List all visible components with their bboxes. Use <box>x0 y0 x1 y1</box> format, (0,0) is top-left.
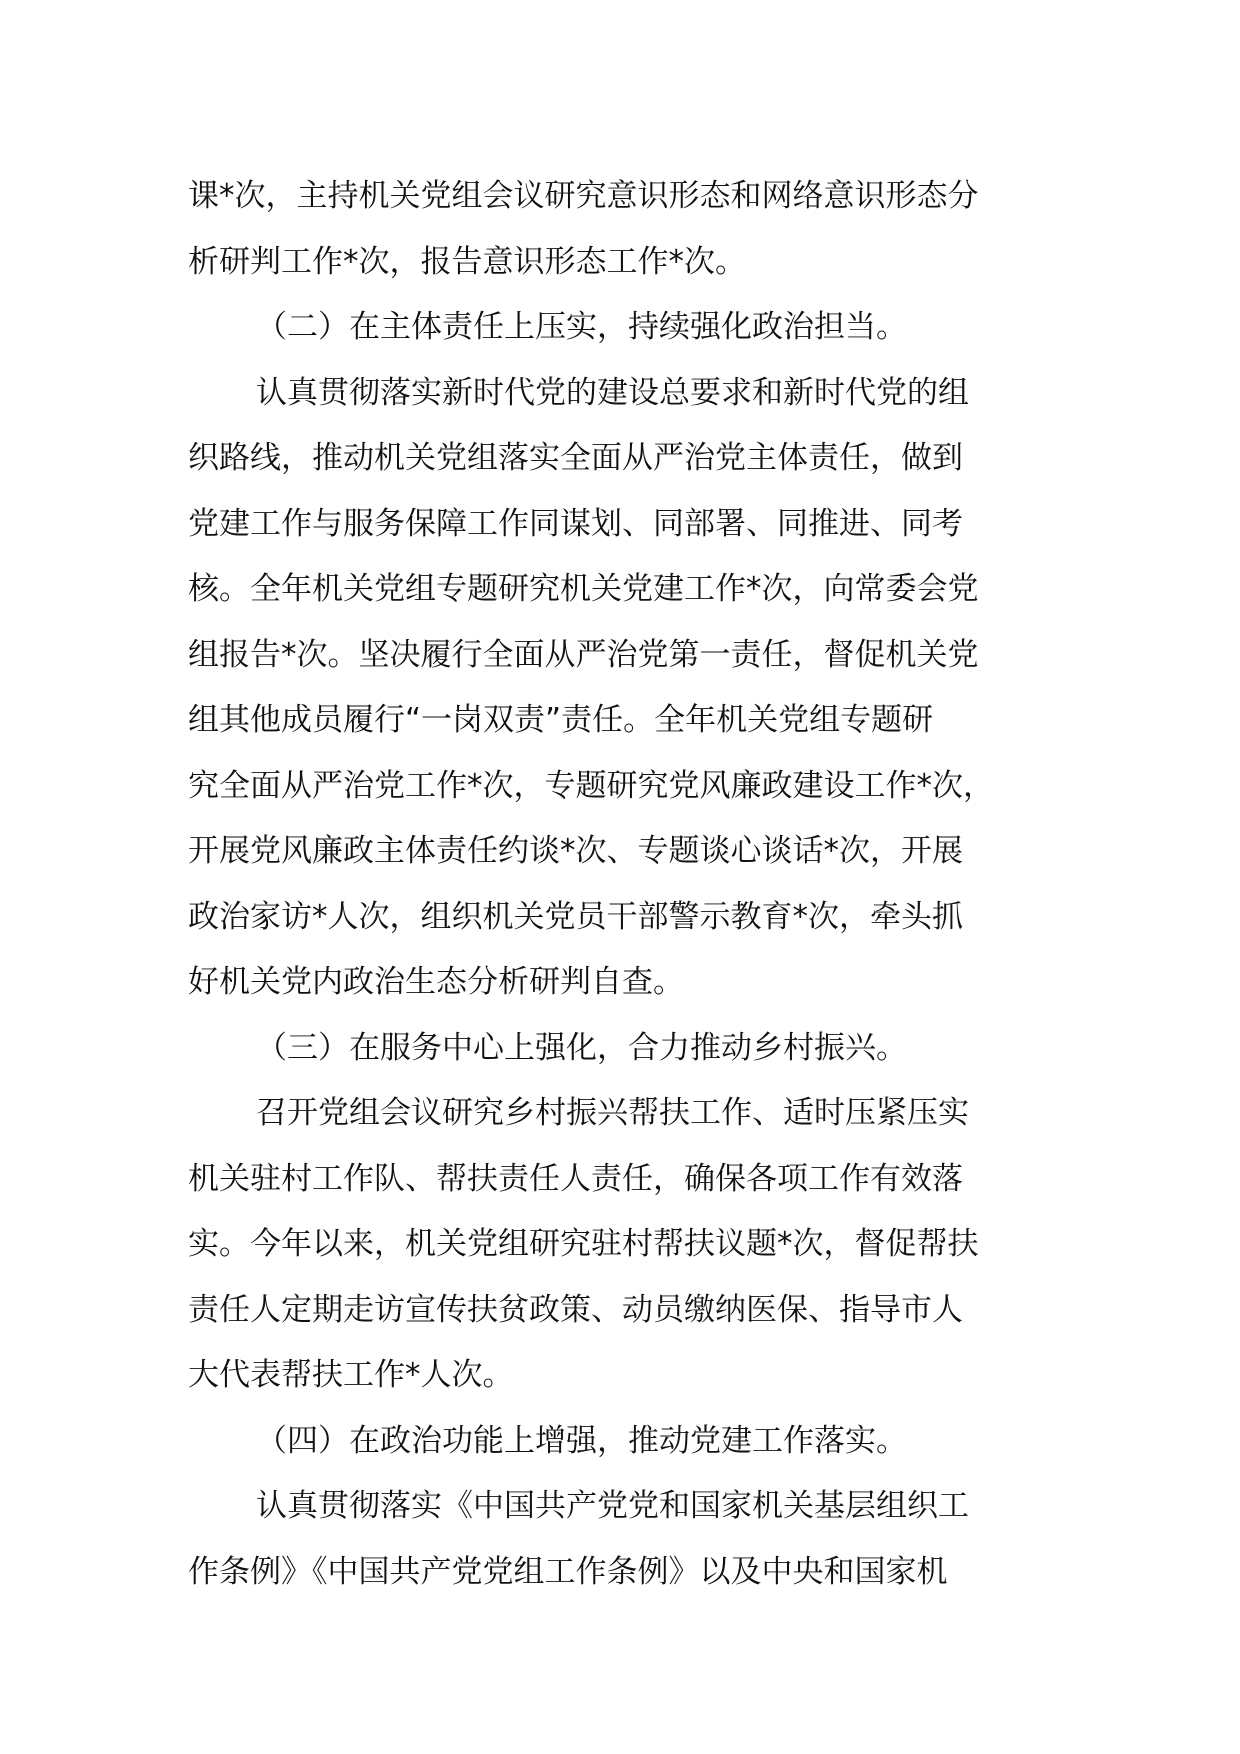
paragraph-line: 织路线，推动机关党组落实全面从严治党主体责任，做到 <box>188 440 963 476</box>
section-heading: （二）在主体责任上压实，持续强化政治担当。 <box>256 309 907 345</box>
paragraph-line: 机关驻村工作队、帮扶责任人责任，确保各项工作有效落 <box>188 1160 963 1197</box>
paragraph-line: 责任人定期走访宣传扶贫政策、动员缴纳医保、指导市人 <box>188 1291 963 1328</box>
paragraph-line: 实。今年以来，机关党组研究驻村帮扶议题*次，督促帮扶 <box>188 1226 979 1262</box>
paragraph-line: 政治家访*人次，组织机关党员干部警示教育*次，牵头抓 <box>188 898 963 935</box>
paragraph-line: 析研判工作*次，报告意识形态工作*次。 <box>188 243 746 280</box>
paragraph-line: 认真贯彻落实新时代党的建设总要求和新时代党的组 <box>256 374 969 411</box>
paragraph-line: 认真贯彻落实《中国共产党党和国家机关基层组织工 <box>256 1488 969 1524</box>
paragraph-line: 究全面从严治党工作*次，专题研究党风廉政建设工作*次， <box>188 767 994 804</box>
paragraph-line: 党建工作与服务保障工作同谋划、同部署、同推进、同考 <box>188 505 963 542</box>
paragraph-line: 课*次，主持机关党组会议研究意识形态和网络意识形态分 <box>188 178 979 214</box>
paragraph-line: 作条例》《中国共产党党组工作条例》以及中央和国家机 <box>188 1553 948 1590</box>
document-body <box>188 164 1068 1605</box>
paragraph-line: 开展党风廉政主体责任约谈*次、专题谈心谈话*次，开展 <box>188 833 963 869</box>
paragraph-line: 召开党组会议研究乡村振兴帮扶工作、适时压紧压实 <box>256 1095 969 1131</box>
paragraph-line: 核。全年机关党组专题研究机关党建工作*次，向常委会党 <box>188 571 979 607</box>
paragraph-line: 组报告*次。坚决履行全面从严治党第一责任，督促机关党 <box>188 636 979 673</box>
paragraph-line: 大代表帮扶工作*人次。 <box>188 1357 514 1393</box>
paragraph-line: 好机关党内政治生态分析研判自查。 <box>188 964 684 1000</box>
section-heading: （三）在服务中心上强化，合力推动乡村振兴。 <box>256 1029 907 1066</box>
section-heading: （四）在政治功能上增强，推动党建工作落实。 <box>256 1422 907 1459</box>
paragraph-line: 组其他成员履行“一岗双责”责任。全年机关党组专题研 <box>188 702 934 738</box>
